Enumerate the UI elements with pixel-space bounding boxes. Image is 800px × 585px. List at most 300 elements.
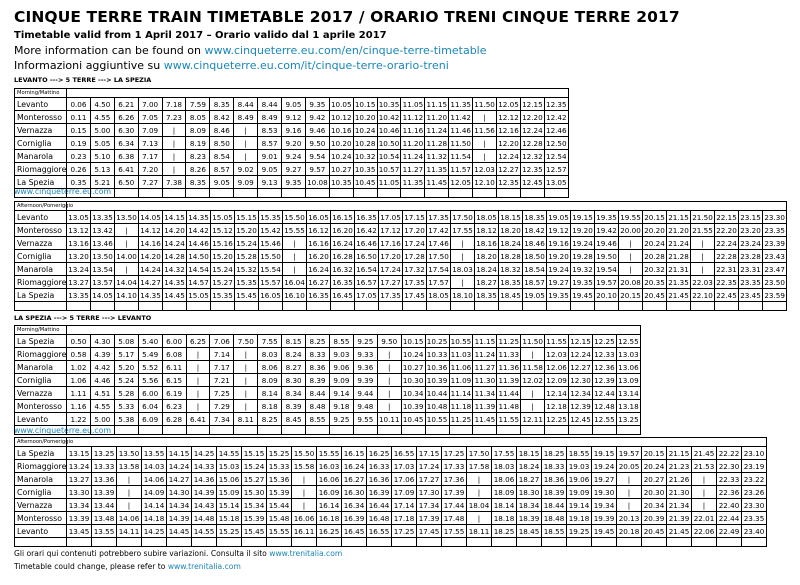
departure-time: 19.45 bbox=[572, 290, 593, 300]
departure-time: 12.24 bbox=[498, 151, 519, 161]
departure-time: 13.09 bbox=[618, 375, 639, 385]
departure-time: 23.40 bbox=[742, 525, 767, 538]
departure-time: 17.16 bbox=[380, 238, 401, 248]
departure-time: 17.50 bbox=[428, 251, 449, 261]
departure-time: 12.36 bbox=[594, 362, 615, 372]
blank-cell bbox=[379, 302, 403, 311]
table-row bbox=[15, 473, 767, 486]
period-label: Afternoon/Pomeriggio bbox=[15, 438, 67, 447]
departure-time: 20.15 bbox=[642, 447, 667, 460]
departure-time: 11.50 bbox=[522, 336, 543, 346]
departure-time: 17.35 bbox=[380, 290, 401, 300]
departure-time: 14.57 bbox=[188, 277, 209, 287]
departure-time: | bbox=[234, 374, 258, 387]
departure-time: 15.50 bbox=[260, 251, 281, 261]
departure-time: 13.55 bbox=[142, 447, 167, 460]
departure-time: 12.25 bbox=[546, 414, 567, 424]
departure-time: 19.14 bbox=[567, 499, 592, 512]
departure-time: 8.06 bbox=[258, 361, 282, 374]
departure-time: 12.55 bbox=[618, 336, 639, 346]
departure-time: 20.20 bbox=[644, 225, 665, 235]
departure-time: 14.12 bbox=[140, 225, 161, 235]
departure-time: | bbox=[377, 387, 401, 400]
departure-time: 21.50 bbox=[692, 212, 713, 222]
departure-time: 14.48 bbox=[192, 512, 217, 525]
departure-time: 20.32 bbox=[644, 264, 665, 274]
departure-time: 18.27 bbox=[517, 473, 542, 486]
departure-time: 11.16 bbox=[402, 125, 424, 135]
departure-time: 6.11 bbox=[162, 361, 186, 374]
departure-time: | bbox=[115, 263, 139, 276]
departure-time: | bbox=[617, 473, 642, 486]
departure-time: 18.50 bbox=[524, 251, 545, 261]
departure-time: 13.27 bbox=[67, 473, 92, 486]
departure-time: 17.12 bbox=[380, 225, 401, 235]
departure-time: 8.35 bbox=[186, 176, 210, 189]
blank-cell bbox=[403, 302, 427, 311]
departure-time: 18.36 bbox=[542, 473, 567, 486]
departure-time: 16.27 bbox=[308, 277, 329, 287]
departure-time: 5.00 bbox=[90, 413, 114, 426]
departure-time: 7.17 bbox=[138, 150, 162, 163]
departure-time: 16.50 bbox=[356, 251, 377, 261]
blank-cell bbox=[616, 426, 640, 435]
blank-cell bbox=[138, 426, 162, 435]
departure-time: 15.46 bbox=[260, 238, 281, 248]
departure-time: 9.50 bbox=[377, 335, 401, 348]
departure-time: 12.10 bbox=[474, 177, 495, 187]
departure-time: 8.54 bbox=[210, 150, 234, 163]
departure-time: 19.24 bbox=[592, 460, 617, 473]
departure-time: 15.55 bbox=[284, 225, 305, 235]
departure-time: 18.33 bbox=[542, 460, 567, 473]
departure-time: 9.39 bbox=[353, 374, 377, 387]
timetable-table bbox=[14, 437, 767, 547]
departure-time: 19.05 bbox=[548, 212, 569, 222]
blank-cell bbox=[267, 538, 292, 547]
departure-time: 6.41 bbox=[186, 413, 210, 426]
departure-time: 9.09 bbox=[329, 374, 353, 387]
departure-time: 19.27 bbox=[548, 277, 569, 287]
departure-time: 17.39 bbox=[417, 512, 442, 525]
departure-time: 11.25 bbox=[498, 336, 520, 346]
departure-time: 17.58 bbox=[467, 460, 492, 473]
departure-time: 14.24 bbox=[164, 238, 185, 248]
departure-time: 8.25 bbox=[258, 413, 282, 426]
direction-heading-return: LA SPEZIA ---> 5 TERRE ---> LEVANTO bbox=[14, 314, 152, 322]
departure-time: 11.05 bbox=[402, 99, 424, 109]
blank-cell bbox=[521, 426, 545, 435]
departure-time: 14.35 bbox=[188, 212, 209, 222]
departure-time: 5.40 bbox=[138, 335, 162, 348]
departure-time: 20.30 bbox=[642, 486, 667, 499]
blank-cell bbox=[329, 426, 353, 435]
departure-time: 10.24 bbox=[354, 125, 376, 135]
footer-en-link[interactable]: www.trenitalia.com bbox=[167, 562, 241, 571]
departure-time: 15.33 bbox=[267, 460, 292, 473]
departure-time: 13.42 bbox=[92, 225, 113, 235]
table-row bbox=[15, 250, 787, 263]
departure-time: 23.10 bbox=[742, 447, 767, 460]
period-header-row bbox=[15, 438, 767, 447]
departure-time: 17.45 bbox=[404, 290, 425, 300]
blank-cell bbox=[642, 538, 667, 547]
departure-time: 11.27 bbox=[474, 362, 496, 372]
departure-time: 11.54 bbox=[450, 151, 471, 161]
departure-time: | bbox=[451, 276, 475, 289]
blank-row bbox=[15, 189, 569, 198]
website-link-outbound[interactable]: www.cinqueterre.eu.com bbox=[14, 187, 112, 196]
blank-cell bbox=[592, 538, 617, 547]
blank-cell bbox=[692, 538, 717, 547]
departure-time: 20.45 bbox=[642, 525, 667, 538]
departure-time: 22.35 bbox=[716, 277, 737, 287]
blank-cell bbox=[451, 302, 475, 311]
station-name: Vernazza bbox=[15, 387, 67, 400]
departure-time: 8.44 bbox=[234, 98, 258, 111]
departure-time: 10.15 bbox=[354, 99, 376, 109]
departure-time: 17.06 bbox=[392, 473, 417, 486]
departure-time: 15.15 bbox=[242, 447, 267, 460]
departure-time: 14.35 bbox=[140, 290, 161, 300]
departure-time: 23.31 bbox=[740, 264, 761, 274]
departure-time: 11.39 bbox=[474, 401, 496, 411]
period-label: Morning/Mattino bbox=[15, 326, 67, 335]
departure-time: 8.50 bbox=[210, 137, 234, 150]
departure-time: | bbox=[186, 374, 210, 387]
departure-time: | bbox=[162, 163, 186, 176]
departure-time: 12.39 bbox=[570, 401, 591, 411]
departure-time: 14.04 bbox=[116, 277, 137, 287]
departure-time: 11.56 bbox=[474, 125, 495, 135]
departure-time: 16.20 bbox=[308, 251, 329, 261]
departure-time: 23.35 bbox=[740, 277, 761, 287]
departure-time: 13.14 bbox=[618, 388, 639, 398]
station-name: Levanto bbox=[15, 98, 67, 111]
departure-time: 9.24 bbox=[282, 150, 306, 163]
departure-time: 16.30 bbox=[342, 486, 367, 499]
departure-time: 10.39 bbox=[402, 401, 424, 411]
departure-time: 14.43 bbox=[192, 499, 217, 512]
departure-time: | bbox=[521, 400, 545, 413]
departure-time: 11.33 bbox=[498, 349, 520, 359]
departure-time: 9.12 bbox=[282, 111, 306, 124]
table-row bbox=[15, 413, 641, 426]
footer-it-link[interactable]: www.trenitalia.com bbox=[269, 549, 343, 558]
departure-time: 14.54 bbox=[188, 264, 209, 274]
departure-time: 13.27 bbox=[68, 277, 89, 287]
departure-time: 16.45 bbox=[342, 525, 367, 538]
departure-time: 8.11 bbox=[234, 413, 258, 426]
departure-time: 8.36 bbox=[306, 361, 330, 374]
departure-time: 17.05 bbox=[356, 290, 377, 300]
table-row bbox=[15, 176, 569, 189]
info-it-link[interactable]: www.cinqueterre.eu.com/it/cinque-terre-orario-treni bbox=[163, 59, 449, 72]
blank-cell bbox=[545, 426, 569, 435]
blank-cell bbox=[162, 189, 186, 198]
departure-time: 11.58 bbox=[522, 362, 543, 372]
website-link-return[interactable]: www.cinqueterre.eu.com bbox=[14, 426, 112, 435]
departure-time: 15.24 bbox=[236, 238, 257, 248]
blank-cell bbox=[67, 426, 91, 435]
table-row bbox=[15, 460, 767, 473]
departure-time: 0.58 bbox=[67, 348, 91, 361]
departure-time: 17.35 bbox=[428, 212, 449, 222]
departure-time: 18.48 bbox=[542, 512, 567, 525]
departure-time: 7.21 bbox=[210, 374, 234, 387]
footer-it-text: Gli orari qui contenuti potrebbero subire variazioni. Consulta il sito bbox=[14, 549, 270, 558]
departure-time: 11.24 bbox=[474, 349, 496, 359]
departure-time: 17.48 bbox=[442, 512, 467, 525]
departure-time: 12.46 bbox=[546, 125, 567, 135]
departure-time: 12.55 bbox=[594, 414, 615, 424]
station-name: Levanto bbox=[15, 211, 67, 224]
blank-cell bbox=[442, 538, 467, 547]
info-en-link[interactable]: www.cinqueterre.eu.com/en/cinque-terre-timetable bbox=[204, 44, 487, 57]
departure-time: 12.14 bbox=[546, 388, 567, 398]
departure-time: 9.35 bbox=[282, 176, 306, 189]
blank-cell bbox=[742, 538, 767, 547]
departure-time: 10.57 bbox=[378, 164, 400, 174]
blank-cell bbox=[163, 302, 187, 311]
departure-time: 9.01 bbox=[258, 150, 282, 163]
blank-cell bbox=[92, 538, 117, 547]
departure-time: 18.12 bbox=[476, 225, 497, 235]
departure-time: 13.20 bbox=[68, 251, 89, 261]
departure-time: 13.35 bbox=[68, 290, 89, 300]
blank-cell bbox=[449, 426, 473, 435]
departure-time: 15.55 bbox=[267, 525, 292, 538]
station-name: Monterosso bbox=[15, 111, 67, 124]
departure-time: 10.27 bbox=[330, 164, 352, 174]
departure-time: 14.33 bbox=[192, 460, 217, 473]
departure-time: | bbox=[467, 473, 492, 486]
departure-time: 23.28 bbox=[740, 251, 761, 261]
table-row bbox=[15, 163, 569, 176]
blank-cell bbox=[467, 538, 492, 547]
departure-time: 22.40 bbox=[717, 499, 742, 512]
departure-time: 12.30 bbox=[570, 375, 591, 385]
departure-time: | bbox=[292, 499, 317, 512]
departure-time: 23.20 bbox=[740, 225, 761, 235]
departure-time: 11.45 bbox=[426, 177, 448, 187]
departure-time: 23.35 bbox=[742, 512, 767, 525]
timetable-table bbox=[14, 88, 569, 198]
table-row bbox=[15, 486, 767, 499]
departure-time: 16.05 bbox=[260, 290, 281, 300]
departure-time: 12.09 bbox=[546, 375, 567, 385]
departure-time: 14.55 bbox=[217, 447, 242, 460]
departure-time: | bbox=[234, 361, 258, 374]
blank-cell bbox=[331, 302, 355, 311]
blank-cell bbox=[473, 189, 497, 198]
info-line-en bbox=[14, 44, 487, 57]
departure-time: 18.34 bbox=[517, 499, 542, 512]
departure-time: 8.39 bbox=[306, 374, 330, 387]
departure-time: 11.50 bbox=[450, 138, 471, 148]
departure-time: 21.23 bbox=[667, 460, 692, 473]
departure-time: 11.35 bbox=[402, 177, 424, 187]
departure-time: 19.34 bbox=[592, 499, 617, 512]
departure-time: 20.10 bbox=[596, 290, 617, 300]
departure-time: 7.50 bbox=[234, 335, 258, 348]
departure-time: 16.35 bbox=[308, 290, 329, 300]
departure-time: 7.20 bbox=[138, 163, 162, 176]
blank-cell bbox=[715, 302, 739, 311]
blank-cell bbox=[305, 189, 329, 198]
departure-time: | bbox=[473, 137, 497, 150]
departure-time: 13.58 bbox=[117, 460, 142, 473]
departure-time: 18.45 bbox=[500, 290, 521, 300]
blank-cell bbox=[210, 189, 234, 198]
departure-time: 11.35 bbox=[450, 99, 471, 109]
departure-time: 9.06 bbox=[329, 361, 353, 374]
departure-time: 10.08 bbox=[307, 177, 328, 187]
departure-time: 13.16 bbox=[68, 238, 89, 248]
departure-time: 12.57 bbox=[546, 164, 567, 174]
blank-cell bbox=[377, 426, 401, 435]
departure-time: 11.44 bbox=[498, 388, 520, 398]
blank-cell bbox=[187, 302, 211, 311]
departure-time: 6.34 bbox=[114, 137, 138, 150]
departure-time: | bbox=[473, 111, 497, 124]
departure-time: 14.20 bbox=[140, 251, 161, 261]
departure-time: | bbox=[186, 400, 210, 413]
blank-cell bbox=[282, 189, 306, 198]
departure-time: | bbox=[162, 150, 186, 163]
departure-time: 18.05 bbox=[476, 212, 497, 222]
departure-time: 20.08 bbox=[620, 277, 641, 287]
departure-time: 9.05 bbox=[210, 176, 234, 189]
blank-cell bbox=[259, 302, 283, 311]
blank-cell bbox=[186, 189, 210, 198]
blank-cell bbox=[377, 189, 401, 198]
departure-time: 15.48 bbox=[267, 512, 292, 525]
departure-time: 23.19 bbox=[742, 460, 767, 473]
station-name: Manarola bbox=[15, 473, 67, 486]
departure-time: 14.00 bbox=[116, 251, 137, 261]
departure-time: 11.39 bbox=[498, 375, 520, 385]
departure-time: 14.35 bbox=[164, 277, 185, 287]
departure-time: 22.36 bbox=[717, 486, 742, 499]
departure-time: 9.25 bbox=[329, 413, 353, 426]
departure-time: 11.36 bbox=[498, 362, 520, 372]
departure-time: 12.33 bbox=[594, 349, 615, 359]
blank-cell bbox=[192, 538, 217, 547]
table-row bbox=[15, 335, 641, 348]
departure-time: 1.06 bbox=[67, 374, 91, 387]
departure-time: 13.50 bbox=[117, 447, 142, 460]
departure-time: 15.34 bbox=[242, 499, 267, 512]
departure-time: 13.05 bbox=[546, 177, 567, 187]
timetable-table bbox=[14, 201, 787, 311]
departure-time: 12.34 bbox=[570, 388, 591, 398]
departure-time: 0.19 bbox=[67, 137, 91, 150]
departure-time: 14.45 bbox=[167, 525, 192, 538]
departure-time: 9.36 bbox=[353, 361, 377, 374]
station-name: Corniglia bbox=[15, 137, 67, 150]
departure-time: 19.35 bbox=[548, 290, 569, 300]
departure-time: 15.42 bbox=[260, 225, 281, 235]
departure-time: 16.36 bbox=[367, 473, 392, 486]
departure-time: 17.20 bbox=[380, 251, 401, 261]
departure-time: 9.09 bbox=[234, 176, 258, 189]
departure-time: 10.45 bbox=[354, 177, 376, 187]
departure-time: 5.28 bbox=[114, 387, 138, 400]
departure-time: 19.15 bbox=[592, 447, 617, 460]
departure-time: 10.20 bbox=[330, 138, 352, 148]
departure-time: 21.26 bbox=[667, 473, 692, 486]
departure-time: 21.39 bbox=[667, 512, 692, 525]
departure-time: 16.28 bbox=[332, 251, 353, 261]
departure-time: 10.35 bbox=[354, 164, 376, 174]
departure-time: 12.39 bbox=[594, 375, 615, 385]
departure-time: 18.25 bbox=[542, 447, 567, 460]
departure-time: | bbox=[691, 263, 715, 276]
blank-cell bbox=[425, 426, 449, 435]
table-row bbox=[15, 289, 787, 302]
departure-time: 18.39 bbox=[542, 486, 567, 499]
departure-time: 21.28 bbox=[668, 251, 689, 261]
departure-time: 22.33 bbox=[717, 473, 742, 486]
blank-cell bbox=[115, 302, 139, 311]
header-spacer bbox=[67, 202, 787, 211]
departure-time: | bbox=[234, 400, 258, 413]
departure-time: 17.33 bbox=[442, 460, 467, 473]
departure-time: 17.35 bbox=[404, 277, 425, 287]
departure-time: 9.55 bbox=[353, 413, 377, 426]
departure-time: | bbox=[617, 486, 642, 499]
departure-time: 14.32 bbox=[164, 264, 185, 274]
departure-time: | bbox=[619, 263, 643, 276]
departure-time: 8.05 bbox=[186, 111, 210, 124]
departure-time: 17.50 bbox=[467, 447, 492, 460]
departure-time: 22.49 bbox=[717, 525, 742, 538]
departure-time: 14.16 bbox=[140, 238, 161, 248]
departure-time: 11.25 bbox=[450, 414, 472, 424]
blank-cell bbox=[643, 302, 667, 311]
departure-time: 13.54 bbox=[92, 264, 113, 274]
departure-time: 17.55 bbox=[492, 447, 517, 460]
departure-time: 11.50 bbox=[474, 99, 495, 109]
departure-time: 14.50 bbox=[188, 251, 209, 261]
departure-time: 12.15 bbox=[522, 99, 543, 109]
departure-time: 21.31 bbox=[668, 264, 689, 274]
departure-time: 12.24 bbox=[570, 349, 591, 359]
departure-time: 18.16 bbox=[476, 238, 497, 248]
departure-time: 18.11 bbox=[467, 525, 492, 538]
departure-time: 23.45 bbox=[740, 290, 761, 300]
blank-cell bbox=[401, 189, 425, 198]
departure-time: 10.45 bbox=[402, 414, 424, 424]
departure-time: | bbox=[234, 124, 258, 137]
departure-time: 7.23 bbox=[162, 111, 186, 124]
departure-time: 9.03 bbox=[329, 348, 353, 361]
departure-time: 13.15 bbox=[67, 447, 92, 460]
departure-time: 19.05 bbox=[524, 290, 545, 300]
departure-time: 22.15 bbox=[716, 212, 737, 222]
departure-time: 18.20 bbox=[476, 251, 497, 261]
departure-time: | bbox=[451, 250, 475, 263]
departure-time: 5.52 bbox=[138, 361, 162, 374]
departure-time: 8.44 bbox=[258, 98, 282, 111]
departure-time: 16.05 bbox=[308, 212, 329, 222]
departure-time: 19.39 bbox=[592, 512, 617, 525]
departure-time: 15.30 bbox=[242, 486, 267, 499]
departure-time: 17.30 bbox=[417, 486, 442, 499]
departure-time: 11.55 bbox=[498, 414, 520, 424]
departure-time: 14.27 bbox=[167, 473, 192, 486]
